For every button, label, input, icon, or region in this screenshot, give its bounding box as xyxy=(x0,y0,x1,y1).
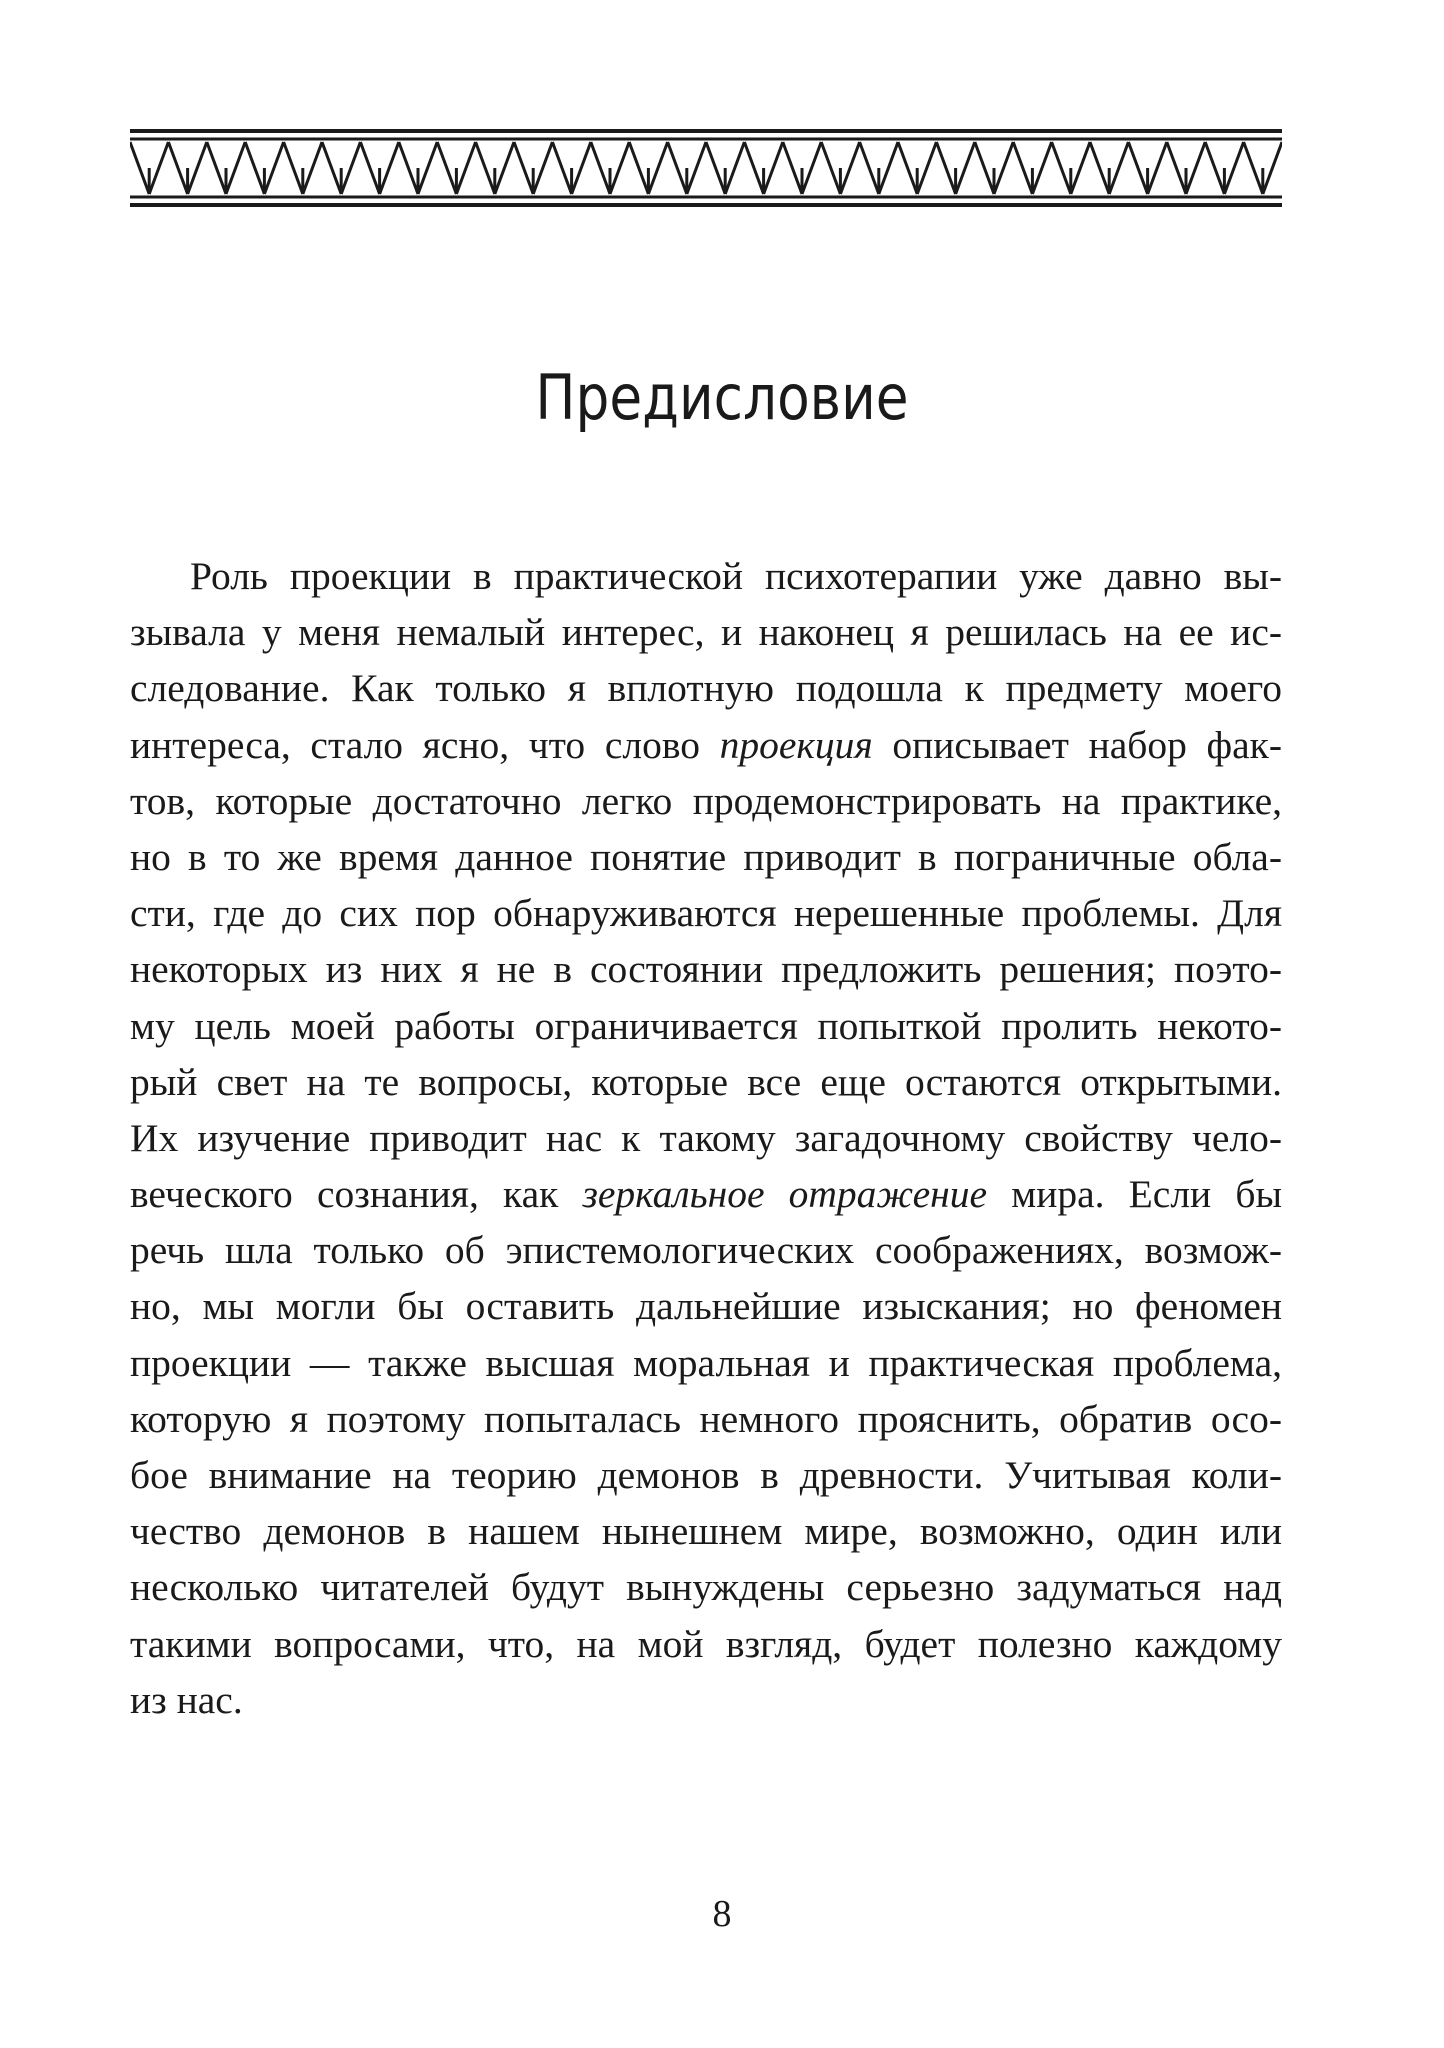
text-segment: Их изучение приводит нас к такому загадочному свойству чело- xyxy=(130,1115,1282,1160)
ornament-stroke xyxy=(476,142,495,194)
ornament-stroke xyxy=(533,142,552,194)
ornament-stroke xyxy=(1167,142,1186,194)
text-line xyxy=(130,1110,1282,1166)
text-segment: чество демонов в нашем нынешнем мире, возможно, один или xyxy=(130,1509,1282,1554)
ornament-stroke xyxy=(898,142,917,194)
text-line xyxy=(130,1559,1282,1615)
ornament-stroke xyxy=(495,142,514,194)
ornament-stroke xyxy=(1224,142,1243,194)
text-line xyxy=(130,1616,1282,1672)
emphasized-term: зеркальное отражение xyxy=(582,1172,988,1217)
ornament-stroke xyxy=(322,142,341,194)
ornament-stroke xyxy=(648,142,667,194)
ornament-stroke xyxy=(1071,142,1090,194)
ornament-stroke xyxy=(1205,142,1224,194)
ornament-stroke xyxy=(437,142,456,194)
ornament-stroke xyxy=(802,142,821,194)
text-line xyxy=(130,1054,1282,1110)
ornament-stroke xyxy=(610,142,629,194)
page-number: 8 xyxy=(712,1893,732,1935)
ornament-stroke xyxy=(591,142,610,194)
text-line xyxy=(130,773,1282,829)
ornament-stroke xyxy=(456,142,475,194)
ornament-stroke xyxy=(418,142,437,194)
text-segment: такими вопросами, что, на мой взгляд, будет полезно каждому xyxy=(130,1621,1282,1666)
text-segment: речь шла только об эпистемологических соображениях, возмож- xyxy=(130,1228,1282,1273)
ornament-stroke xyxy=(1186,142,1205,194)
ornament-stroke xyxy=(341,142,360,194)
ornament-stroke xyxy=(994,142,1013,194)
text-segment: Роль проекции в практической психотерапии уже давно вы- xyxy=(190,554,1282,598)
ornament-stroke xyxy=(936,142,955,194)
text-line xyxy=(130,829,1282,885)
ornament-stroke xyxy=(1013,142,1032,194)
text-line xyxy=(130,717,1282,773)
ornament-stroke xyxy=(514,142,533,194)
text-segment: веческого сознания, как xyxy=(130,1172,583,1217)
text-line xyxy=(130,941,1282,997)
text-segment: проекции — также высшая моральная и практическая проблема, xyxy=(130,1340,1282,1385)
ornament-stroke xyxy=(1263,142,1282,194)
text-line xyxy=(130,548,1282,604)
ornament-stroke xyxy=(879,142,898,194)
ornament-stroke xyxy=(764,142,783,194)
ornament-stroke xyxy=(552,142,571,194)
text-segment: следование. Как только я вплотную подошла к предмету моего xyxy=(130,666,1282,711)
ornament-stroke xyxy=(149,142,168,194)
body-paragraph xyxy=(130,548,1282,1728)
text-segment: из нас. xyxy=(130,1677,243,1722)
ornament-stroke xyxy=(188,142,207,194)
text-segment: тов, которые достаточно легко продемонстрировать на практике, xyxy=(130,778,1282,823)
ornament-stroke xyxy=(725,142,744,194)
ornament-stroke xyxy=(783,142,802,194)
ornament-stroke xyxy=(1052,142,1071,194)
text-line xyxy=(130,1672,1282,1728)
text-segment: но в то же время данное понятие приводит в пограничные обла- xyxy=(130,834,1282,879)
ornament-stroke xyxy=(706,142,725,194)
zigzag-border-ornament xyxy=(130,128,1282,208)
ornament-stroke xyxy=(668,142,687,194)
ornament-stroke xyxy=(1032,142,1051,194)
text-segment: сти, где до сих пор обнаруживаются нерешенные проблемы. Для xyxy=(130,891,1282,936)
ornament-stroke xyxy=(264,142,283,194)
ornament-stroke xyxy=(860,142,879,194)
page-title: Предисловие xyxy=(535,361,909,434)
ornament-stroke xyxy=(168,142,187,194)
text-line xyxy=(130,1447,1282,1503)
ornament-stroke xyxy=(399,142,418,194)
text-segment: мира. Если бы xyxy=(987,1172,1282,1217)
text-line xyxy=(130,1222,1282,1278)
ornament-stroke xyxy=(840,142,859,194)
ornament-stroke xyxy=(821,142,840,194)
ornament-stroke xyxy=(245,142,264,194)
ornament-stroke xyxy=(360,142,379,194)
text-segment: некоторых из них я не в состоянии предложить решения; поэто- xyxy=(130,947,1282,992)
ornament-stroke xyxy=(975,142,994,194)
ornament-stroke xyxy=(956,142,975,194)
ornament-stroke xyxy=(1244,142,1263,194)
text-line xyxy=(130,1391,1282,1447)
text-line xyxy=(130,1278,1282,1334)
text-segment: интереса, стало ясно, что слово xyxy=(130,722,720,767)
text-line xyxy=(130,1335,1282,1391)
emphasized-term: проекция xyxy=(719,722,873,767)
ornament-stroke xyxy=(629,142,648,194)
ornament-stroke xyxy=(303,142,322,194)
ornament-stroke xyxy=(130,142,149,194)
text-segment: му цель моей работы ограничивается попыткой пролить некото- xyxy=(130,1003,1282,1048)
text-segment: рый свет на те вопросы, которые все еще остаются открытыми. xyxy=(130,1059,1282,1104)
text-segment: несколько читателей будут вынуждены серьезно задуматься над xyxy=(130,1565,1282,1610)
text-line xyxy=(130,1166,1282,1222)
ornament-stroke xyxy=(226,142,245,194)
ornament-stroke xyxy=(917,142,936,194)
ornament-stroke xyxy=(380,142,399,194)
ornament-stroke xyxy=(284,142,303,194)
ornament-stroke xyxy=(1109,142,1128,194)
text-segment: которую я поэтому попыталась немного прояснить, обратив осо- xyxy=(130,1396,1282,1441)
text-segment: бое внимание на теорию демонов в древности. Учитывая коли- xyxy=(130,1453,1282,1497)
text-line xyxy=(130,998,1282,1054)
text-line xyxy=(130,1503,1282,1559)
ornament-stroke xyxy=(1128,142,1147,194)
text-line xyxy=(130,604,1282,660)
text-segment: но, мы могли бы оставить дальнейшие изыскания; но феномен xyxy=(130,1284,1282,1329)
text-segment: зывала у меня немалый интерес, и наконец я решилась на ее ис- xyxy=(130,610,1282,655)
text-line xyxy=(130,885,1282,941)
ornament-stroke xyxy=(207,142,226,194)
text-line xyxy=(130,660,1282,716)
ornament-stroke xyxy=(1090,142,1109,194)
ornament-stroke xyxy=(687,142,706,194)
ornament-stroke xyxy=(572,142,591,194)
ornament-stroke xyxy=(744,142,763,194)
ornament-stroke xyxy=(1148,142,1167,194)
text-segment: описывает набор фак- xyxy=(872,722,1282,767)
